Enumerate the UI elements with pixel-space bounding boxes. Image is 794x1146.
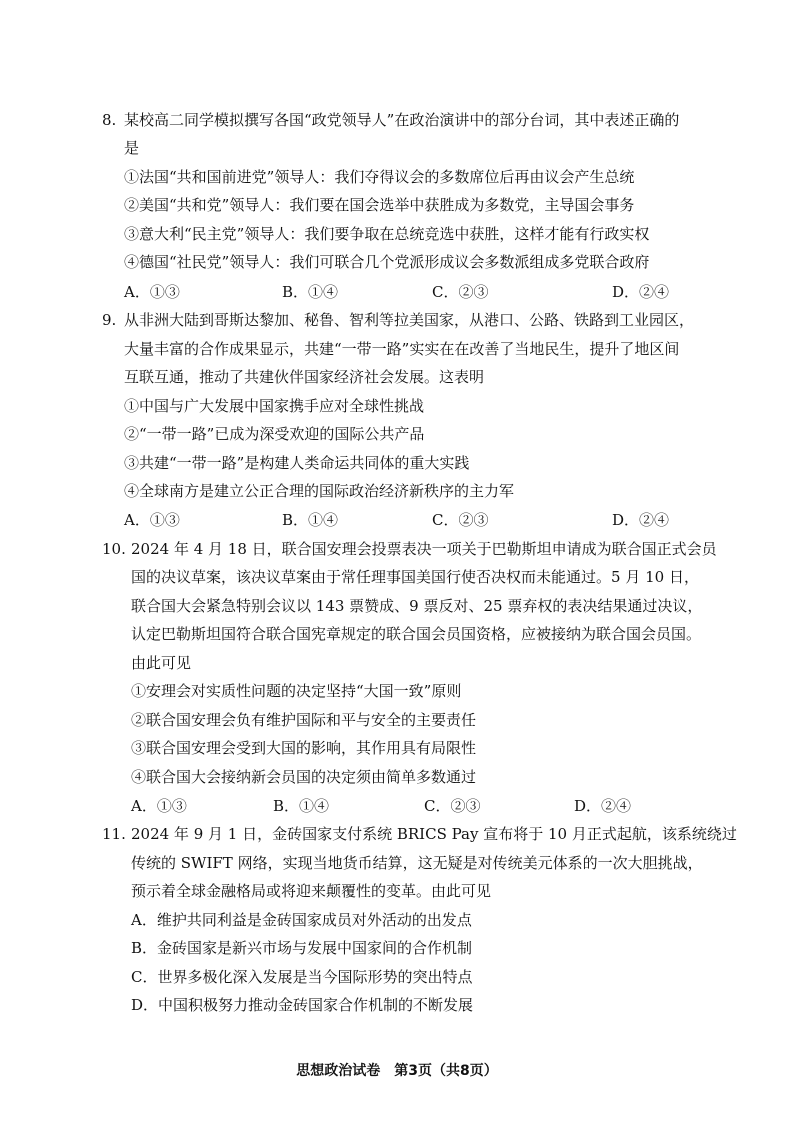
question-stem: 大量丰富的合作成果显示，共建“一带一路”实实在在改善了当地民生，提升了地区间 bbox=[124, 340, 680, 358]
question-number: 10. bbox=[102, 540, 126, 558]
question-stem: 2024 年 4 月 18 日，联合国安理会投票表决一项关于巴勒斯坦申请成为联合国正式会员 bbox=[131, 540, 717, 558]
option-c[interactable]: C．②③ bbox=[424, 797, 481, 815]
question-stem: 从非洲大陆到哥斯达黎加、秘鲁、智利等拉美国家，从港口、公路、铁路到工业园区， bbox=[124, 311, 695, 329]
question-stem: 联合国大会紧急特别会议以 143 票赞成、9 票反对、25 票弃权的表决结果通过决议， bbox=[131, 597, 703, 615]
option-d[interactable]: D．中国积极努力推动金砖国家合作机制的不断发展 bbox=[131, 996, 474, 1014]
statement-item: ②美国“共和党”领导人：我们要在国会选举中获胜成为多数党，主导国会事务 bbox=[124, 196, 635, 214]
statement-item: ④全球南方是建立公正合理的国际政治经济新秩序的主力军 bbox=[124, 482, 515, 500]
page-footer: 思想政治试卷 第3页（共8页） bbox=[296, 1063, 498, 1079]
question-stem: 传统的 SWIFT 网络，实现当地货币结算，这无疑是对传统美元体系的一次大胆挑战， bbox=[131, 854, 703, 872]
question-stem: 由此可见 bbox=[131, 654, 192, 672]
option-d[interactable]: D．②④ bbox=[612, 511, 670, 529]
option-b[interactable]: B．①④ bbox=[282, 511, 339, 529]
option-b[interactable]: B．金砖国家是新兴市场与发展中国家间的合作机制 bbox=[131, 939, 473, 957]
question-number: 8. bbox=[102, 111, 117, 129]
statement-item: ②联合国安理会负有维护国际和平与安全的主要责任 bbox=[131, 711, 477, 729]
option-c[interactable]: C．②③ bbox=[432, 283, 489, 301]
question-number: 11. bbox=[102, 825, 126, 843]
option-b[interactable]: B．①④ bbox=[282, 283, 339, 301]
question-stem: 2024 年 9 月 1 日，金砖国家支付系统 BRICS Pay 宣布将于 10 月正式起航，该系统绕过 bbox=[131, 825, 737, 843]
question-stem: 认定巴勒斯坦国符合联合国宪章规定的联合国会员国资格，应被接纳为联合国会员国。 bbox=[131, 625, 702, 643]
statement-item: ②“一带一路”已成为深受欢迎的国际公共产品 bbox=[124, 425, 425, 443]
question-stem: 是 bbox=[124, 139, 140, 157]
statement-item: ③共建“一带一路”是构建人类命运共同体的重大实践 bbox=[124, 454, 470, 472]
option-d[interactable]: D．②④ bbox=[612, 283, 670, 301]
question-stem: 国的决议草案，该决议草案由于常任理事国美国行使否决权而未能通过。5 月 10 日， bbox=[131, 568, 699, 586]
option-c[interactable]: C．②③ bbox=[432, 511, 489, 529]
option-a[interactable]: A．维护共同利益是金砖国家成员对外活动的出发点 bbox=[131, 911, 472, 929]
statement-item: ④联合国大会接纳新会员国的决定须由简单多数通过 bbox=[131, 768, 477, 786]
question-stem: 某校高二同学模拟撰写各国“政党领导人”在政治演讲中的部分台词，其中表述正确的 bbox=[124, 111, 680, 129]
statement-item: ①中国与广大发展中国家携手应对全球性挑战 bbox=[124, 397, 425, 415]
statement-item: ①法国“共和国前进党”领导人：我们夺得议会的多数席位后再由议会产生总统 bbox=[124, 168, 635, 186]
option-a[interactable]: A．①③ bbox=[124, 283, 180, 301]
statement-item: ④德国“社民党”领导人：我们可联合几个党派形成议会多数派组成多党联合政府 bbox=[124, 253, 650, 271]
statement-item: ③意大利“民主党”领导人：我们要争取在总统竞选中获胜，这样才能有行政实权 bbox=[124, 225, 650, 243]
option-d[interactable]: D．②④ bbox=[574, 797, 632, 815]
question-stem: 预示着全球金融格局或将迎来颠覆性的变革。由此可见 bbox=[131, 882, 492, 900]
question-stem: 互联互通，推动了共建伙伴国家经济社会发展。这表明 bbox=[124, 368, 485, 386]
option-c[interactable]: C．世界多极化深入发展是当今国际形势的突出特点 bbox=[131, 968, 473, 986]
option-b[interactable]: B．①④ bbox=[273, 797, 330, 815]
question-number: 9. bbox=[102, 311, 117, 329]
statement-item: ③联合国安理会受到大国的影响，其作用具有局限性 bbox=[131, 739, 477, 757]
statement-item: ①安理会对实质性问题的决定坚持“大国一致”原则 bbox=[131, 682, 462, 700]
option-a[interactable]: A．①③ bbox=[131, 797, 187, 815]
option-a[interactable]: A．①③ bbox=[124, 511, 180, 529]
